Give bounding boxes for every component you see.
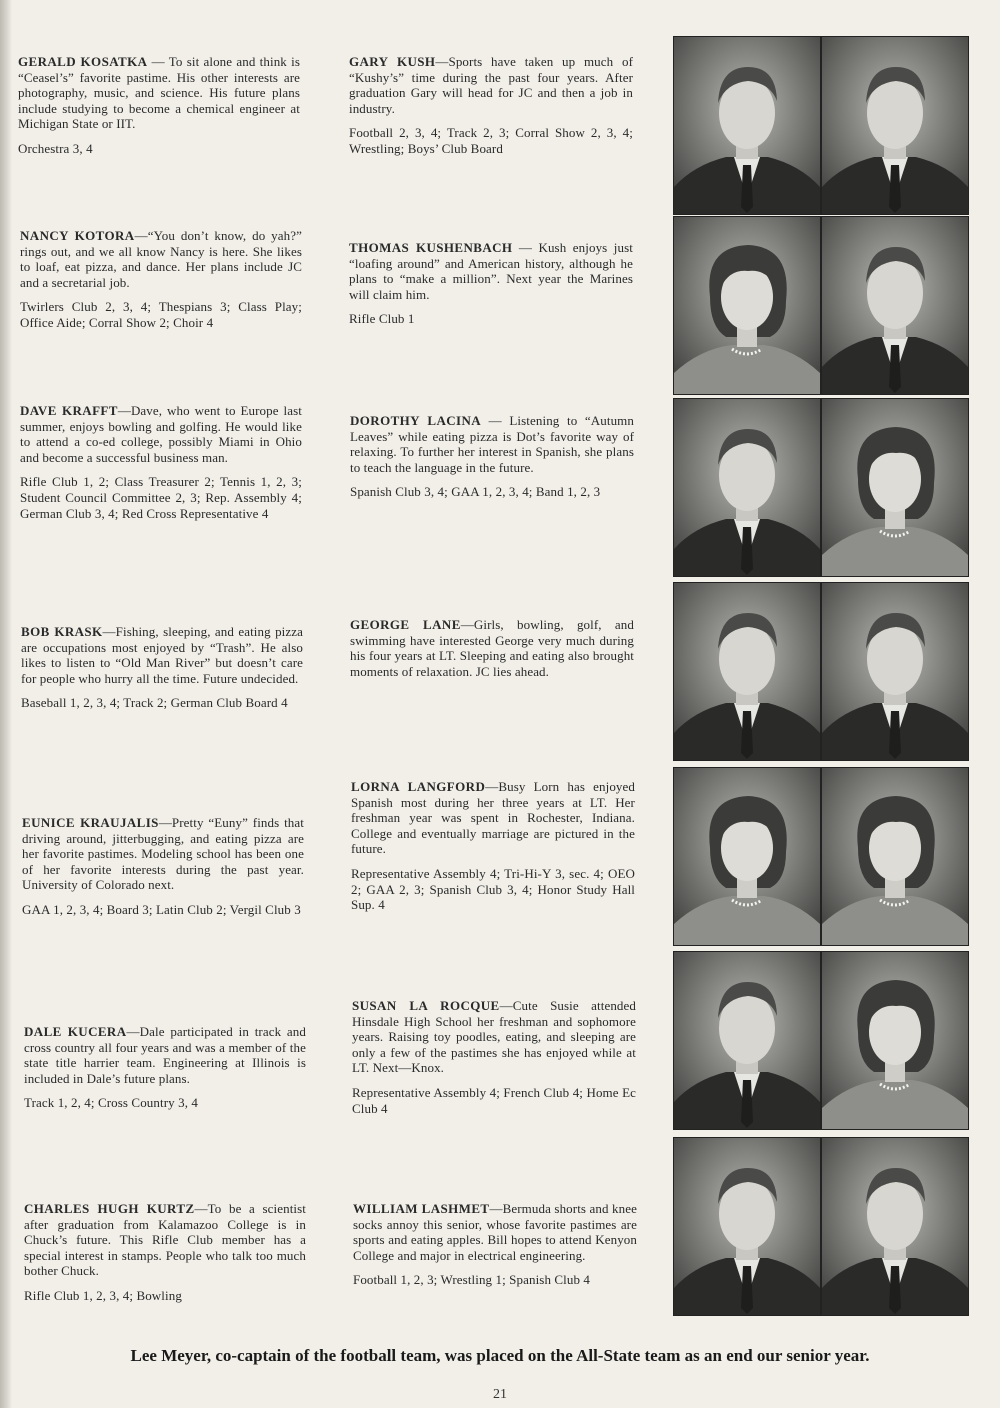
senior-name: CHARLES HUGH KURTZ [24, 1201, 195, 1216]
senior-bio: To be a scientist after graduation from Kalamazoo College is in Chuck’s future. This Rifle Club member has a special interest in stamps. People who talk too much bother Chuck. [24, 1201, 306, 1279]
senior-activities: GAA 1, 2, 3, 4; Board 3; Latin Club 2; Vergil Club 3 [22, 901, 301, 917]
senior-name: EUNICE KRAUJALIS [22, 815, 159, 830]
senior-entry-lane [350, 617, 634, 679]
senior-entry-lashmet [353, 1201, 637, 1288]
portrait-photo-kurtz [673, 1137, 821, 1316]
senior-entry-kurtz [24, 1201, 306, 1304]
name-separator: — [460, 617, 474, 632]
senior-entry-lacina [350, 413, 634, 500]
page-binding-shadow [0, 0, 12, 1408]
senior-bio: Dave, who went to Europe last summer, enjoys bowling and golfing. He would like to attend a co-ed college, possibly Miami in Ohio and become a successful business man. [20, 403, 302, 465]
senior-bio: Busy Lorn has enjoyed Spanish most during her three years at LT. Her freshman year was spent in Rochester, Indiana. College and eventually marriage are pictured in the future. [351, 779, 635, 857]
senior-entry-krask [21, 624, 303, 711]
senior-name: GARY KUSH [349, 54, 436, 69]
portrait-photo-kush [821, 36, 969, 215]
senior-entry-larocque [352, 998, 636, 1116]
portrait-photo-kosatka [673, 36, 821, 215]
name-separator: — [117, 403, 131, 418]
page-footer-caption: Lee Meyer, co-captain of the football team, was placed on the All-State team as an end our senior year. [130, 1346, 870, 1365]
senior-entry-kush [349, 54, 633, 157]
senior-bio: Sports have taken up much of “Kushy’s” time during the past four years. After graduation Gary will head for JC and then a job in industry. [349, 54, 633, 116]
senior-name: GERALD KOSATKA [18, 54, 148, 69]
senior-activities: Football 2, 3, 4; Track 2, 3; Corral Show 2, 3, 4; Wrestling; Boys’ Club Board [349, 125, 633, 156]
name-separator: — [499, 998, 513, 1013]
senior-entry-kucera [24, 1024, 306, 1111]
portrait-photo-krask [673, 582, 821, 761]
name-separator: — [126, 1024, 140, 1039]
senior-entry-kotora [20, 228, 302, 331]
senior-entry-kushenbach [349, 240, 633, 327]
senior-bio: To sit alone and think is “Ceasel’s” favorite pastime. His other interests are photography, music, and science. His future plans include studying to become a chemical engineer at Michigan State or IIT. [18, 54, 300, 132]
senior-name: THOMAS KUSHENBACH [349, 240, 513, 255]
portrait-photo-lane [821, 582, 969, 761]
senior-name: LORNA LANGFORD [351, 779, 486, 794]
senior-name: DALE KUCERA [24, 1024, 127, 1039]
senior-name: DOROTHY LACINA [350, 413, 482, 428]
senior-activities: Track 1, 2, 4; Cross Country 3, 4 [24, 1095, 198, 1111]
senior-name: DAVE KRAFFT [20, 403, 118, 418]
senior-bio: Pretty “Euny” finds that driving around, jitterbugging, and eating pizza are her favorite pastimes. Modeling school has been one of her favorite interests during the past year. University of Colorado next. [22, 815, 304, 893]
portrait-photo-kraujalis [673, 767, 821, 946]
senior-activities: Baseball 1, 2, 3, 4; Track 2; German Club Board 4 [21, 695, 288, 711]
portrait-photo-kucera [673, 951, 821, 1130]
portrait-photo-kotora [673, 216, 821, 395]
senior-bio: Fishing, sleeping, and eating pizza are occupations most enjoyed by “Trash”. He also likes to listen to “Old Man River” but doesn’t care for people who hurry all the time. Future undecided. [21, 624, 303, 686]
name-separator: — [481, 413, 510, 428]
senior-activities: Orchestra 3, 4 [18, 140, 93, 156]
senior-activities: Football 1, 2, 3; Wrestling 1; Spanish Club 4 [353, 1272, 591, 1288]
senior-entry-kosatka [18, 54, 300, 157]
name-separator: — [194, 1201, 208, 1216]
name-separator: — [147, 54, 169, 69]
senior-bio: Cute Susie attended Hinsdale High School her freshman and sophomore years. Raising toy poodles, eating, and sleeping are only a few of the pastimes she has enjoyed while at LT. Next—Knox. [352, 998, 636, 1076]
senior-activities: Rifle Club 1, 2; Class Treasurer 2; Tennis 1, 2, 3; Student Council Committee 2, 3; Rep. Assembly 4; German Club 3, 4; Red Cross Representative 4 [20, 474, 302, 521]
name-separator: — [435, 54, 449, 69]
portrait-photo-larocque [821, 951, 969, 1130]
senior-activities: Twirlers Club 2, 3, 4; Thespians 3; Class Play; Office Aide; Corral Show 2; Choir 4 [20, 299, 302, 330]
senior-activities: Representative Assembly 4; French Club 4; Home Ec Club 4 [352, 1084, 636, 1116]
page-number: 21 [493, 1387, 507, 1402]
senior-name: NANCY KOTORA [20, 228, 135, 243]
senior-entry-kraujalis [22, 815, 304, 918]
senior-bio: “You don’t know, do yah?” rings out, and we all know Nancy is here. She likes to loaf, eat pizza, and dance. Her plans include JC and a secretarial job. [20, 228, 302, 290]
senior-bio: Listening to “Autumn Leaves” while eating pizza is Dot’s favorite way of relaxing. To further her interest in Spanish, she plans to teach the language in the future. [350, 413, 634, 475]
senior-entry-langford [351, 779, 635, 913]
name-separator: — [158, 815, 172, 830]
name-separator: — [134, 228, 148, 243]
senior-bio: Kush enjoys just “loafing around” and American history, although he plans to “make a million”. Next year the Marines will claim him. [349, 240, 633, 302]
portrait-photo-lacina [821, 398, 969, 577]
senior-bio: Dale participated in track and cross country all four years and was a member of the state title harrier team. Engineering at Illinois is included in Dale’s future plans. [24, 1024, 306, 1086]
senior-activities: Representative Assembly 4; Tri-Hi-Y 3, sec. 4; OEO 2; GAA 2, 3; Spanish Club 3, 4; Honor Study Hall Sup. 4 [351, 865, 635, 913]
senior-name: SUSAN LA ROCQUE [352, 998, 500, 1013]
name-separator: — [485, 779, 499, 794]
portrait-photo-lashmet [821, 1137, 969, 1316]
name-separator: — [102, 624, 116, 639]
senior-activities: Spanish Club 3, 4; GAA 1, 2, 3, 4; Band 1, 2, 3 [350, 484, 601, 500]
senior-name: BOB KRASK [21, 624, 103, 639]
portrait-photo-krafft [673, 398, 821, 577]
portrait-photo-langford [821, 767, 969, 946]
senior-activities: Rifle Club 1 [349, 311, 415, 327]
portrait-photo-kushenbach [821, 216, 969, 395]
senior-entry-krafft [20, 403, 302, 521]
senior-bio: Girls, bowling, golf, and swimming have interested George very much during his four years at LT. Sleeping and eating also brought moments of relaxation. JC lies ahead. [350, 617, 634, 679]
senior-name: GEORGE LANE [350, 617, 461, 632]
senior-bio: Bermuda shorts and knee socks annoy this senior, whose favorite pastimes are sports and eating apples. Bill hopes to attend Kenyon College and major in electrical engineering. [353, 1201, 637, 1263]
senior-activities: Rifle Club 1, 2, 3, 4; Bowling [24, 1287, 182, 1303]
senior-name: WILLIAM LASHMET [353, 1201, 490, 1216]
name-separator: — [489, 1201, 503, 1216]
name-separator: — [512, 240, 539, 255]
